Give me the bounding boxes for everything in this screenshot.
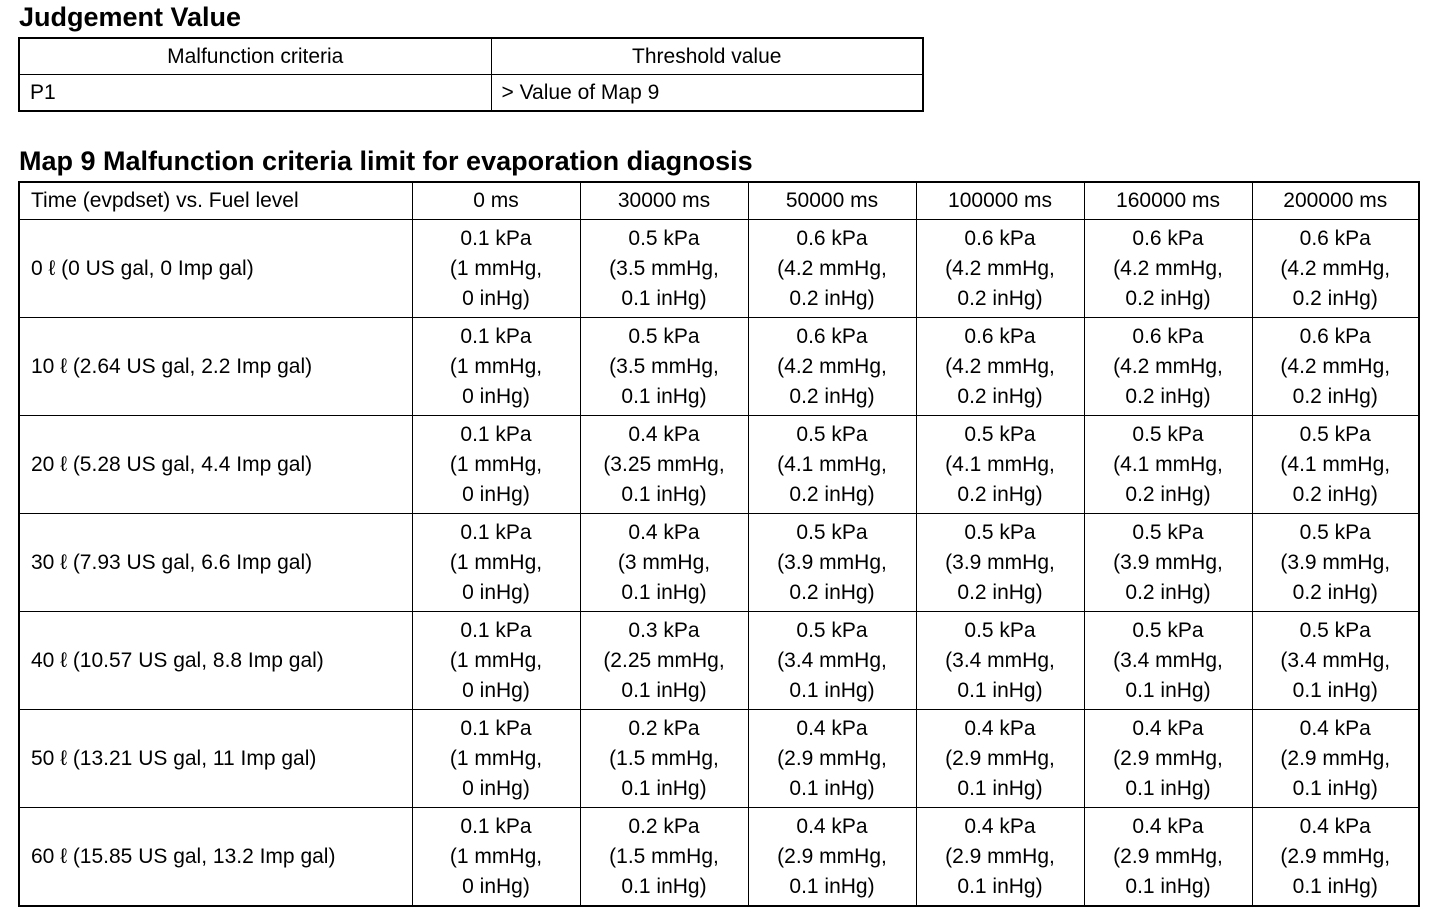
pressure-limit-value: 0 inHg): [462, 580, 530, 604]
pressure-limit-cell: [412, 416, 580, 514]
pressure-limit-value: (4.1 mmHg,: [777, 452, 887, 476]
pressure-limit-value: (2.9 mmHg,: [777, 746, 887, 770]
time-column-header: 50000 ms: [748, 182, 916, 220]
pressure-limit-value: 0.1 inHg): [789, 678, 875, 702]
fuel-level-label: 0 ℓ (0 US gal, 0 Imp gal): [19, 220, 412, 318]
pressure-limit-value: 0 inHg): [462, 384, 530, 408]
pressure-limit-value: 0.5 kPa: [628, 324, 700, 348]
pressure-limit-value: 0.2 kPa: [628, 716, 700, 740]
pressure-limit-value: 0.1 inHg): [621, 678, 707, 702]
pressure-limit-value: 0.5 kPa: [1299, 520, 1371, 544]
pressure-limit-value: 0.1 inHg): [621, 384, 707, 408]
pressure-limit-value: 0.1 inHg): [789, 776, 875, 800]
map-corner-header: Time (evpdset) vs. Fuel level: [19, 182, 412, 220]
pressure-limit-cell: [1084, 318, 1252, 416]
pressure-limit-cell: [1252, 318, 1419, 416]
pressure-limit-value: (4.1 mmHg,: [1113, 452, 1223, 476]
pressure-limit-value: 0 inHg): [462, 776, 530, 800]
pressure-limit-value: (3.5 mmHg,: [609, 354, 719, 378]
pressure-limit-value: 0.2 inHg): [1125, 580, 1211, 604]
pressure-limit-value: 0 inHg): [462, 874, 530, 898]
pressure-limit-value: 0.4 kPa: [1299, 814, 1371, 838]
pressure-limit-value: 0.1 inHg): [957, 678, 1043, 702]
pressure-limit-value: 0.6 kPa: [1299, 324, 1371, 348]
pressure-limit-value: (4.1 mmHg,: [945, 452, 1055, 476]
pressure-limit-value: (2.9 mmHg,: [1280, 746, 1391, 770]
pressure-limit-value: 0.5 kPa: [1132, 422, 1204, 446]
pressure-limit-cell: [580, 318, 748, 416]
pressure-limit-value: (3.9 mmHg,: [1113, 550, 1223, 574]
pressure-limit-value: 0.1 kPa: [460, 618, 532, 642]
pressure-limit-cell: [412, 808, 580, 907]
pressure-limit-value: (2.9 mmHg,: [1280, 844, 1391, 868]
pressure-limit-value: 0.2 inHg): [957, 286, 1043, 310]
pressure-limit-value: 0.2 inHg): [789, 384, 875, 408]
time-column-header: 160000 ms: [1084, 182, 1252, 220]
pressure-limit-cell: [580, 416, 748, 514]
pressure-limit-value: 0.5 kPa: [964, 422, 1036, 446]
map-heading: Map 9 Malfunction criteria limit for evaporation diagnosis: [19, 146, 753, 176]
pressure-limit-value: (3.5 mmHg,: [609, 256, 719, 280]
pressure-limit-cell: [1084, 710, 1252, 808]
pressure-limit-cell: [916, 416, 1084, 514]
pressure-limit-value: 0.4 kPa: [964, 716, 1036, 740]
fuel-level-label: 20 ℓ (5.28 US gal, 4.4 Imp gal): [19, 416, 412, 514]
pressure-limit-value: 0.2 inHg): [1292, 580, 1378, 604]
pressure-limit-value: 0.1 inHg): [621, 482, 707, 506]
pressure-limit-value: (4.2 mmHg,: [1280, 256, 1391, 280]
malfunction-criteria-header: Malfunction criteria: [19, 38, 491, 75]
pressure-limit-cell: [1252, 416, 1419, 514]
pressure-limit-value: 0.1 inHg): [621, 874, 707, 898]
pressure-limit-value: 0.1 inHg): [957, 776, 1043, 800]
pressure-limit-value: 0.6 kPa: [1132, 226, 1204, 250]
time-column-header: 0 ms: [412, 182, 580, 220]
pressure-limit-value: (4.2 mmHg,: [777, 256, 887, 280]
pressure-limit-cell: [580, 808, 748, 907]
pressure-limit-value: (2.9 mmHg,: [945, 746, 1055, 770]
map-body: [19, 220, 1419, 907]
pressure-limit-value: (3.4 mmHg,: [777, 648, 887, 672]
pressure-limit-value: 0.5 kPa: [796, 618, 868, 642]
pressure-limit-value: 0.3 kPa: [628, 618, 700, 642]
pressure-limit-value: (3.9 mmHg,: [1280, 550, 1391, 574]
pressure-limit-cell: [580, 710, 748, 808]
pressure-limit-value: (1.5 mmHg,: [609, 844, 719, 868]
pressure-limit-cell: [1252, 514, 1419, 612]
pressure-limit-value: 0.1 kPa: [460, 422, 532, 446]
pressure-limit-value: 0.1 inHg): [789, 874, 875, 898]
pressure-limit-value: 0.1 inHg): [1125, 874, 1211, 898]
pressure-limit-value: (3.4 mmHg,: [1113, 648, 1223, 672]
fuel-level-label: 50 ℓ (13.21 US gal, 11 Imp gal): [19, 710, 412, 808]
pressure-limit-value: 0 inHg): [462, 482, 530, 506]
pressure-limit-value: 0.5 kPa: [1132, 520, 1204, 544]
pressure-limit-value: (3.9 mmHg,: [777, 550, 887, 574]
fuel-level-label: 30 ℓ (7.93 US gal, 6.6 Imp gal): [19, 514, 412, 612]
pressure-limit-value: (4.2 mmHg,: [945, 256, 1055, 280]
pressure-limit-value: 0.1 inHg): [621, 580, 707, 604]
pressure-limit-value: (4.2 mmHg,: [1113, 256, 1223, 280]
pressure-limit-value: 0.1 kPa: [460, 814, 532, 838]
pressure-limit-cell: [412, 612, 580, 710]
pressure-limit-value: (1 mmHg,: [449, 648, 543, 672]
time-column-header: 100000 ms: [916, 182, 1084, 220]
pressure-limit-cell: [412, 514, 580, 612]
fuel-level-row: [19, 612, 1419, 710]
pressure-limit-cell: [1252, 710, 1419, 808]
pressure-limit-value: 0.4 kPa: [1299, 716, 1371, 740]
pressure-limit-value: 0.2 inHg): [1125, 482, 1211, 506]
pressure-limit-value: 0.1 kPa: [460, 520, 532, 544]
time-column-header: 30000 ms: [580, 182, 748, 220]
fuel-level-row: [19, 318, 1419, 416]
pressure-limit-value: 0.1 kPa: [460, 226, 532, 250]
fuel-level-label: 10 ℓ (2.64 US gal, 2.2 Imp gal): [19, 318, 412, 416]
pressure-limit-value: 0.2 kPa: [628, 814, 700, 838]
pressure-limit-value: 0.4 kPa: [1132, 716, 1204, 740]
malfunction-criteria-cell: P1: [19, 75, 491, 112]
judgement-row: [19, 75, 923, 112]
pressure-limit-value: 0.6 kPa: [1299, 226, 1371, 250]
pressure-limit-value: 0.1 inHg): [621, 776, 707, 800]
pressure-limit-value: (2.9 mmHg,: [1113, 746, 1223, 770]
pressure-limit-cell: [1084, 612, 1252, 710]
pressure-limit-cell: [748, 318, 916, 416]
pressure-limit-value: 0.4 kPa: [964, 814, 1036, 838]
fuel-level-row: [19, 808, 1419, 907]
pressure-limit-cell: [748, 220, 916, 318]
pressure-limit-value: 0.2 inHg): [1292, 384, 1378, 408]
pressure-limit-value: (2.9 mmHg,: [945, 844, 1055, 868]
pressure-limit-value: (1.5 mmHg,: [609, 746, 719, 770]
pressure-limit-value: 0.1 inHg): [1292, 874, 1378, 898]
pressure-limit-cell: [1084, 416, 1252, 514]
pressure-limit-value: 0.1 inHg): [1292, 776, 1378, 800]
pressure-limit-cell: [1252, 612, 1419, 710]
fuel-level-row: [19, 710, 1419, 808]
pressure-limit-value: 0.1 kPa: [460, 716, 532, 740]
judgement-header-row: [19, 38, 923, 75]
pressure-limit-cell: [916, 808, 1084, 907]
time-column-header: 200000 ms: [1252, 182, 1419, 220]
pressure-limit-cell: [916, 318, 1084, 416]
pressure-limit-value: 0.6 kPa: [964, 226, 1036, 250]
pressure-limit-value: 0.1 inHg): [621, 286, 707, 310]
pressure-limit-value: 0.2 inHg): [1292, 482, 1378, 506]
pressure-limit-value: (1 mmHg,: [449, 550, 543, 574]
pressure-limit-value: (4.2 mmHg,: [1113, 354, 1223, 378]
pressure-limit-value: 0.5 kPa: [628, 226, 700, 250]
pressure-limit-value: 0.4 kPa: [628, 422, 700, 446]
pressure-limit-cell: [1084, 514, 1252, 612]
pressure-limit-value: 0.4 kPa: [796, 716, 868, 740]
pressure-limit-value: 0.5 kPa: [1299, 422, 1371, 446]
pressure-limit-cell: [1252, 220, 1419, 318]
pressure-limit-cell: [748, 416, 916, 514]
pressure-limit-value: (4.1 mmHg,: [1280, 452, 1391, 476]
pressure-limit-value: 0.1 kPa: [460, 324, 532, 348]
pressure-limit-cell: [1084, 808, 1252, 907]
pressure-limit-value: 0.1 inHg): [957, 874, 1043, 898]
fuel-level-label: 40 ℓ (10.57 US gal, 8.8 Imp gal): [19, 612, 412, 710]
pressure-limit-value: 0.1 inHg): [1292, 678, 1378, 702]
pressure-limit-value: 0.5 kPa: [964, 618, 1036, 642]
pressure-limit-cell: [412, 318, 580, 416]
fuel-level-label: 60 ℓ (15.85 US gal, 13.2 Imp gal): [19, 808, 412, 907]
pressure-limit-value: 0.5 kPa: [1132, 618, 1204, 642]
pressure-limit-value: (1 mmHg,: [449, 354, 543, 378]
pressure-limit-cell: [580, 612, 748, 710]
pressure-limit-value: 0.5 kPa: [796, 520, 868, 544]
pressure-limit-value: (4.2 mmHg,: [945, 354, 1055, 378]
pressure-limit-cell: [412, 710, 580, 808]
judgement-value-table: [18, 37, 924, 112]
pressure-limit-value: (3.4 mmHg,: [1280, 648, 1391, 672]
pressure-limit-value: 0.6 kPa: [1132, 324, 1204, 348]
pressure-limit-cell: [748, 808, 916, 907]
pressure-limit-cell: [580, 220, 748, 318]
pressure-limit-value: 0.5 kPa: [964, 520, 1036, 544]
pressure-limit-value: 0.2 inHg): [957, 580, 1043, 604]
pressure-limit-cell: [748, 514, 916, 612]
pressure-limit-value: (1 mmHg,: [449, 746, 543, 770]
pressure-limit-cell: [580, 514, 748, 612]
pressure-limit-value: 0.2 inHg): [1125, 286, 1211, 310]
pressure-limit-value: 0.4 kPa: [628, 520, 700, 544]
pressure-limit-value: 0.2 inHg): [789, 580, 875, 604]
map-header-row: [19, 182, 1419, 220]
pressure-limit-value: 0.2 inHg): [957, 384, 1043, 408]
pressure-limit-value: (1 mmHg,: [449, 256, 543, 280]
pressure-limit-cell: [1084, 220, 1252, 318]
pressure-limit-value: 0.4 kPa: [796, 814, 868, 838]
pressure-limit-cell: [916, 612, 1084, 710]
pressure-limit-value: (2.9 mmHg,: [1113, 844, 1223, 868]
pressure-limit-value: 0.1 inHg): [1125, 678, 1211, 702]
pressure-limit-value: (3.9 mmHg,: [945, 550, 1055, 574]
judgement-value-heading: Judgement Value: [19, 2, 242, 32]
threshold-value-cell: > Value of Map 9: [491, 75, 923, 112]
fuel-level-row: [19, 416, 1419, 514]
pressure-limit-cell: [748, 710, 916, 808]
pressure-limit-value: 0.2 inHg): [789, 286, 875, 310]
pressure-limit-value: (2.9 mmHg,: [777, 844, 887, 868]
pressure-limit-value: (2.25 mmHg,: [603, 648, 725, 672]
pressure-limit-value: 0.2 inHg): [1125, 384, 1211, 408]
pressure-limit-cell: [1252, 808, 1419, 907]
pressure-limit-value: 0.6 kPa: [964, 324, 1036, 348]
map-9-table: [18, 181, 1420, 907]
pressure-limit-cell: [916, 514, 1084, 612]
pressure-limit-cell: [412, 220, 580, 318]
pressure-limit-value: 0.1 inHg): [1125, 776, 1211, 800]
pressure-limit-value: 0.5 kPa: [1299, 618, 1371, 642]
pressure-limit-cell: [916, 710, 1084, 808]
pressure-limit-cell: [916, 220, 1084, 318]
pressure-limit-value: 0.4 kPa: [1132, 814, 1204, 838]
pressure-limit-value: 0.2 inHg): [957, 482, 1043, 506]
pressure-limit-value: (3 mmHg,: [617, 550, 711, 574]
pressure-limit-value: (1 mmHg,: [449, 452, 543, 476]
pressure-limit-value: (4.2 mmHg,: [777, 354, 887, 378]
threshold-value-header: Threshold value: [491, 38, 923, 75]
fuel-level-row: [19, 220, 1419, 318]
fuel-level-row: [19, 514, 1419, 612]
pressure-limit-value: 0.6 kPa: [796, 324, 868, 348]
pressure-limit-value: 0 inHg): [462, 678, 530, 702]
pressure-limit-value: (4.2 mmHg,: [1280, 354, 1391, 378]
pressure-limit-value: 0.2 inHg): [1292, 286, 1378, 310]
pressure-limit-value: (3.4 mmHg,: [945, 648, 1055, 672]
pressure-limit-value: 0 inHg): [462, 286, 530, 310]
pressure-limit-cell: [748, 612, 916, 710]
pressure-limit-value: 0.6 kPa: [796, 226, 868, 250]
pressure-limit-value: (1 mmHg,: [449, 844, 543, 868]
pressure-limit-value: 0.2 inHg): [789, 482, 875, 506]
pressure-limit-value: 0.5 kPa: [796, 422, 868, 446]
pressure-limit-value: (3.25 mmHg,: [603, 452, 725, 476]
